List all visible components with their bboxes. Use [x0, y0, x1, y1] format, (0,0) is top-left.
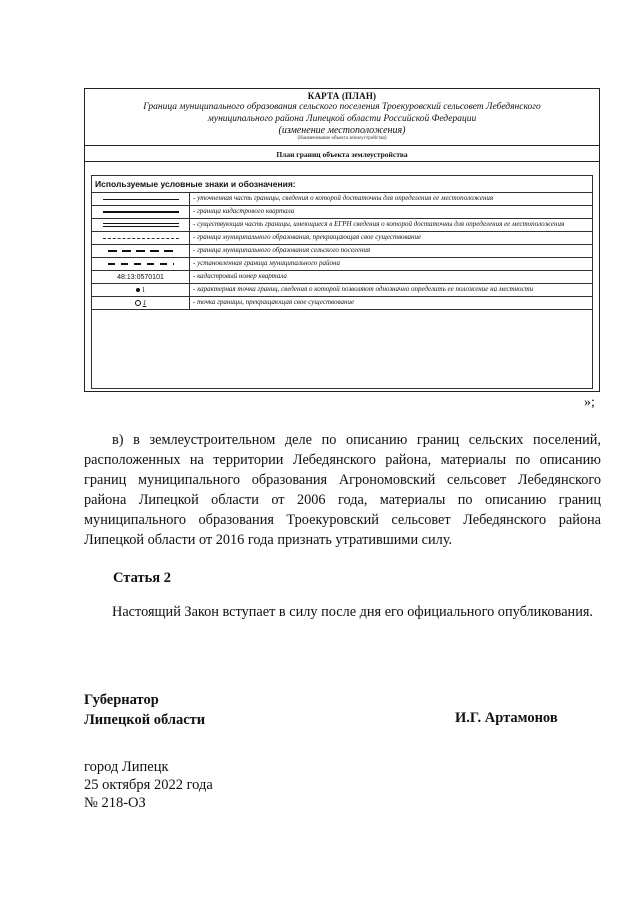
legend-symbol-cadastral-number: 48:13:0570101 [92, 271, 190, 284]
legend-symbol-terminated-point [92, 297, 190, 310]
map-plan-heading: План границ объекта землеустройства [85, 148, 599, 162]
legend-desc: - характерная точка границ, сведения о которой позволяют однозначно определить ее положение на местности [190, 284, 593, 297]
legend-desc: - установленная граница муниципального района [190, 258, 593, 271]
point-number: 1 [141, 286, 146, 294]
legend-heading: Используемые условные знаки и обозначения: [92, 176, 592, 193]
footer-date: 25 октября 2022 года [84, 777, 213, 793]
legend-desc: - существующая часть границы, имеющиеся в ЕГРН сведения о которой достаточны для определения ее местоположения [190, 219, 593, 232]
legend-symbol-cadastral-quarter [92, 206, 190, 219]
legend-row [92, 206, 592, 219]
ring-icon [135, 300, 141, 306]
legend-symbol-terminated-border [92, 232, 190, 245]
legend-box [91, 175, 593, 389]
legend-desc: - точка границы, прекращающая свое существование [190, 297, 593, 310]
closing-quote: »; [584, 395, 595, 410]
footer-city: город Липецк [84, 759, 169, 775]
legend-desc: - граница муниципального образования, прекращающая свое существование [190, 232, 593, 245]
map-plan-frame [84, 88, 600, 392]
legend-row [92, 297, 592, 310]
signature-title-line2: Липецкой области [84, 712, 206, 728]
signature-title-line1: Губернатор [84, 692, 159, 708]
signature-title [84, 690, 205, 730]
legend-row [92, 193, 592, 206]
article-text: Настоящий Закон вступает в силу после дня его официального опубликования. [112, 604, 593, 620]
legend-row [92, 258, 592, 271]
legend-table [92, 193, 592, 310]
map-subtitle-line1: Граница муниципального образования сельского поселения Троекуровский сельсовет Лебедянского [143, 102, 541, 112]
map-title: КАРТА (ПЛАН) [307, 91, 377, 101]
legend-symbol-settlement-border [92, 245, 190, 258]
point-number: 1 [142, 299, 147, 307]
legend-symbol-district-border [92, 258, 190, 271]
legend-desc: - граница муниципального образования сельского поселения [190, 245, 593, 258]
legend-row [92, 271, 592, 284]
map-subtitle-line2: муниципального района Липецкой области Российской Федерации [207, 114, 477, 124]
map-change-caption: (Наименование объекта землеустройства) [297, 136, 387, 141]
legend-row [92, 284, 592, 297]
article-heading: Статья 2 [113, 570, 171, 586]
legend-row [92, 232, 592, 245]
legend-symbol-existing-border [92, 219, 190, 232]
legend-symbol-characteristic-point [92, 284, 190, 297]
map-change-label: (изменение местоположения) [278, 125, 406, 136]
map-header [85, 89, 599, 146]
legend-desc: - уточненная часть границы, сведения о которой достаточны для определения ее местоположения [190, 193, 593, 206]
paragraph-v: в) в землеустроительном деле по описанию границ сельских поселений, расположенных на территории Лебедянского района, материалы по описанию границ муниципального образования Агрономовский сельсовет Лебедянского района Липецкой области от 2006 года, материалы по описанию границ муниципального образования Троекуровский сельсовет Лебедянского района Липецкой области от 2016 года признать утратившими силу. [84, 432, 601, 548]
dot-icon [136, 288, 140, 292]
signature-name: И.Г. Артамонов [455, 710, 558, 726]
legend-row [92, 245, 592, 258]
document-footer [84, 758, 213, 812]
legend-desc: - кадастровый номер квартала [190, 271, 593, 284]
legend-desc: - граница кадастрового квартала [190, 206, 593, 219]
legend-row [92, 219, 592, 232]
footer-number: № 218-ОЗ [84, 795, 146, 811]
legend-symbol-clarified-border [92, 193, 190, 206]
